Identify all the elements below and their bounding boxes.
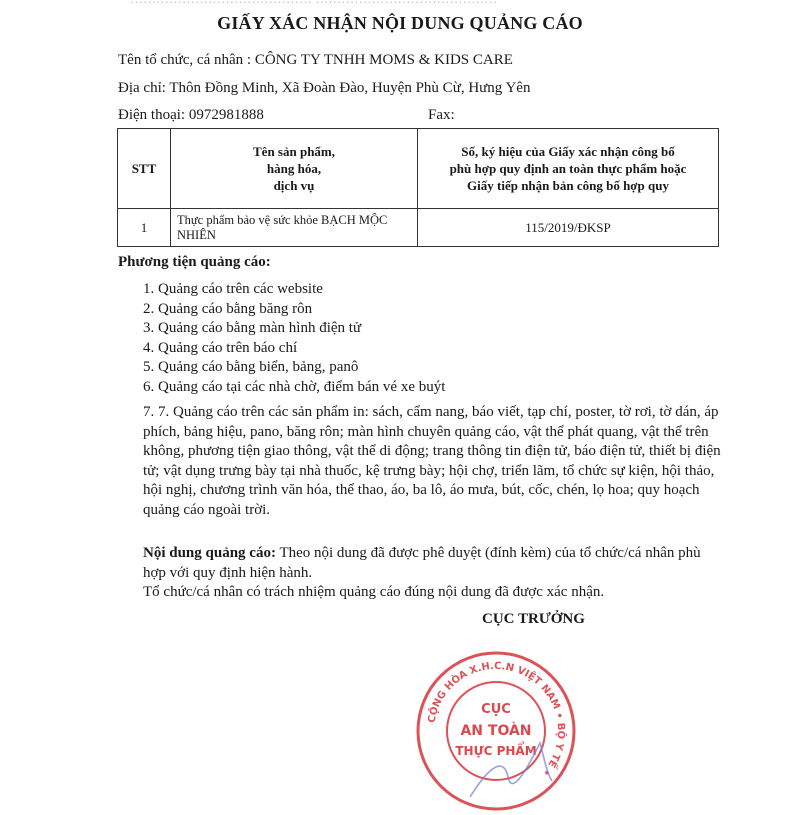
row-certificate-number: 115/2019/ĐKSP bbox=[418, 209, 719, 247]
table-header-row bbox=[118, 129, 719, 209]
seal-ring-text: CỘNG HÒA X.H.C.N VIỆT NAM • BỘ Y TẾ • bbox=[426, 660, 567, 778]
organization-name: Tên tổ chức, cá nhân : CÔNG TY TNHH MOMS & KIDS CARE bbox=[118, 52, 513, 68]
row-product-name: Thực phẩm bảo vệ sức khỏe BẠCH MỘC NHIÊN bbox=[171, 209, 418, 247]
organization-address: Địa chỉ: Thôn Đồng Minh, Xã Đoàn Đào, Huyện Phù Cừ, Hưng Yên bbox=[118, 80, 531, 96]
media-list bbox=[143, 280, 445, 397]
official-seal-icon bbox=[412, 647, 580, 815]
list-item: 6. Quảng cáo tại các nhà chờ, điểm bán vé xe buýt bbox=[143, 378, 446, 395]
content-paragraph bbox=[143, 544, 713, 583]
header-product-line-2: hàng hóa, bbox=[266, 161, 322, 176]
signer-title: CỤC TRƯỞNG bbox=[482, 611, 585, 627]
header-product-line-3: dịch vụ bbox=[273, 178, 315, 193]
product-table bbox=[117, 128, 719, 247]
seal-line-3: THỰC PHẨM bbox=[455, 744, 537, 758]
header-certificate-line-3: Giấy tiếp nhận bản công bố hợp quy bbox=[467, 178, 669, 193]
seal-line-2: AN TOÀN bbox=[460, 723, 532, 739]
list-item: 3. Quảng cáo bằng màn hình điện tử bbox=[143, 320, 362, 336]
content-text: Theo nội dung đã được phê duyệt (đính kèm) của tổ chức/cá nhân phù hợp với quy định hiện hành. bbox=[143, 545, 701, 581]
header-certificate-line-1: Số, ký hiệu của Giấy xác nhận công bố bbox=[461, 144, 675, 159]
header-product-line-1: Tên sản phẩm, bbox=[253, 144, 335, 159]
content-label: Nội dung quảng cáo: bbox=[143, 545, 276, 561]
header-certificate-line-2: phù hợp quy định an toàn thực phẩm hoặc bbox=[449, 161, 687, 176]
table-row bbox=[118, 209, 719, 247]
media-item-7: 7. 7. Quảng cáo trên các sản phẩm in: sách, cẩm nang, báo viết, tạp chí, poster, tờ rơi, tờ dán, áp phích, bảng hiệu, pano, băng rôn; màn hình chuyên quảng cáo, vật thể phát quang, vật thể trên không, phương tiện giao thông, vật thể di động; trang thông tin điện tử, báo điện tử, thiết bị điện tử; vật dụng trưng bày tại nhà thuốc, kệ trưng bày; hội chợ, triển lãm, tổ chức sự kiện, hội thảo, hội nghị, chương trình văn hóa, thể thao, áo, ba lô, áo mưa, bút, cốc, chén, lọ hoa; quy hoạch quảng cáo ngoài trời. bbox=[143, 404, 721, 518]
list-item: 2. Quảng cáo bằng băng rôn bbox=[143, 300, 313, 317]
header-certificate bbox=[418, 129, 719, 209]
header-stt: STT bbox=[118, 129, 171, 209]
list-item: 1. Quảng cáo trên các website bbox=[143, 281, 323, 297]
document-title: GIẤY XÁC NHẬN NỘI DUNG QUẢNG CÁO bbox=[217, 13, 583, 33]
seal-line-1: CỤC bbox=[481, 702, 511, 717]
row-stt: 1 bbox=[118, 209, 171, 247]
header-product bbox=[171, 129, 418, 209]
organization-fax: Fax: bbox=[428, 107, 455, 123]
responsibility-paragraph: Tổ chức/cá nhân có trách nhiệm quảng cáo đúng nội dung đã được xác nhận. bbox=[143, 584, 605, 600]
list-item: 5. Quảng cáo bằng biển, bảng, panô bbox=[143, 359, 359, 375]
list-item: 4. Quảng cáo trên báo chí bbox=[143, 339, 298, 356]
cut-off-header-text bbox=[130, 0, 690, 5]
media-heading: Phương tiện quảng cáo: bbox=[118, 254, 271, 270]
organization-phone: Điện thoại: 0972981888 bbox=[118, 107, 264, 123]
